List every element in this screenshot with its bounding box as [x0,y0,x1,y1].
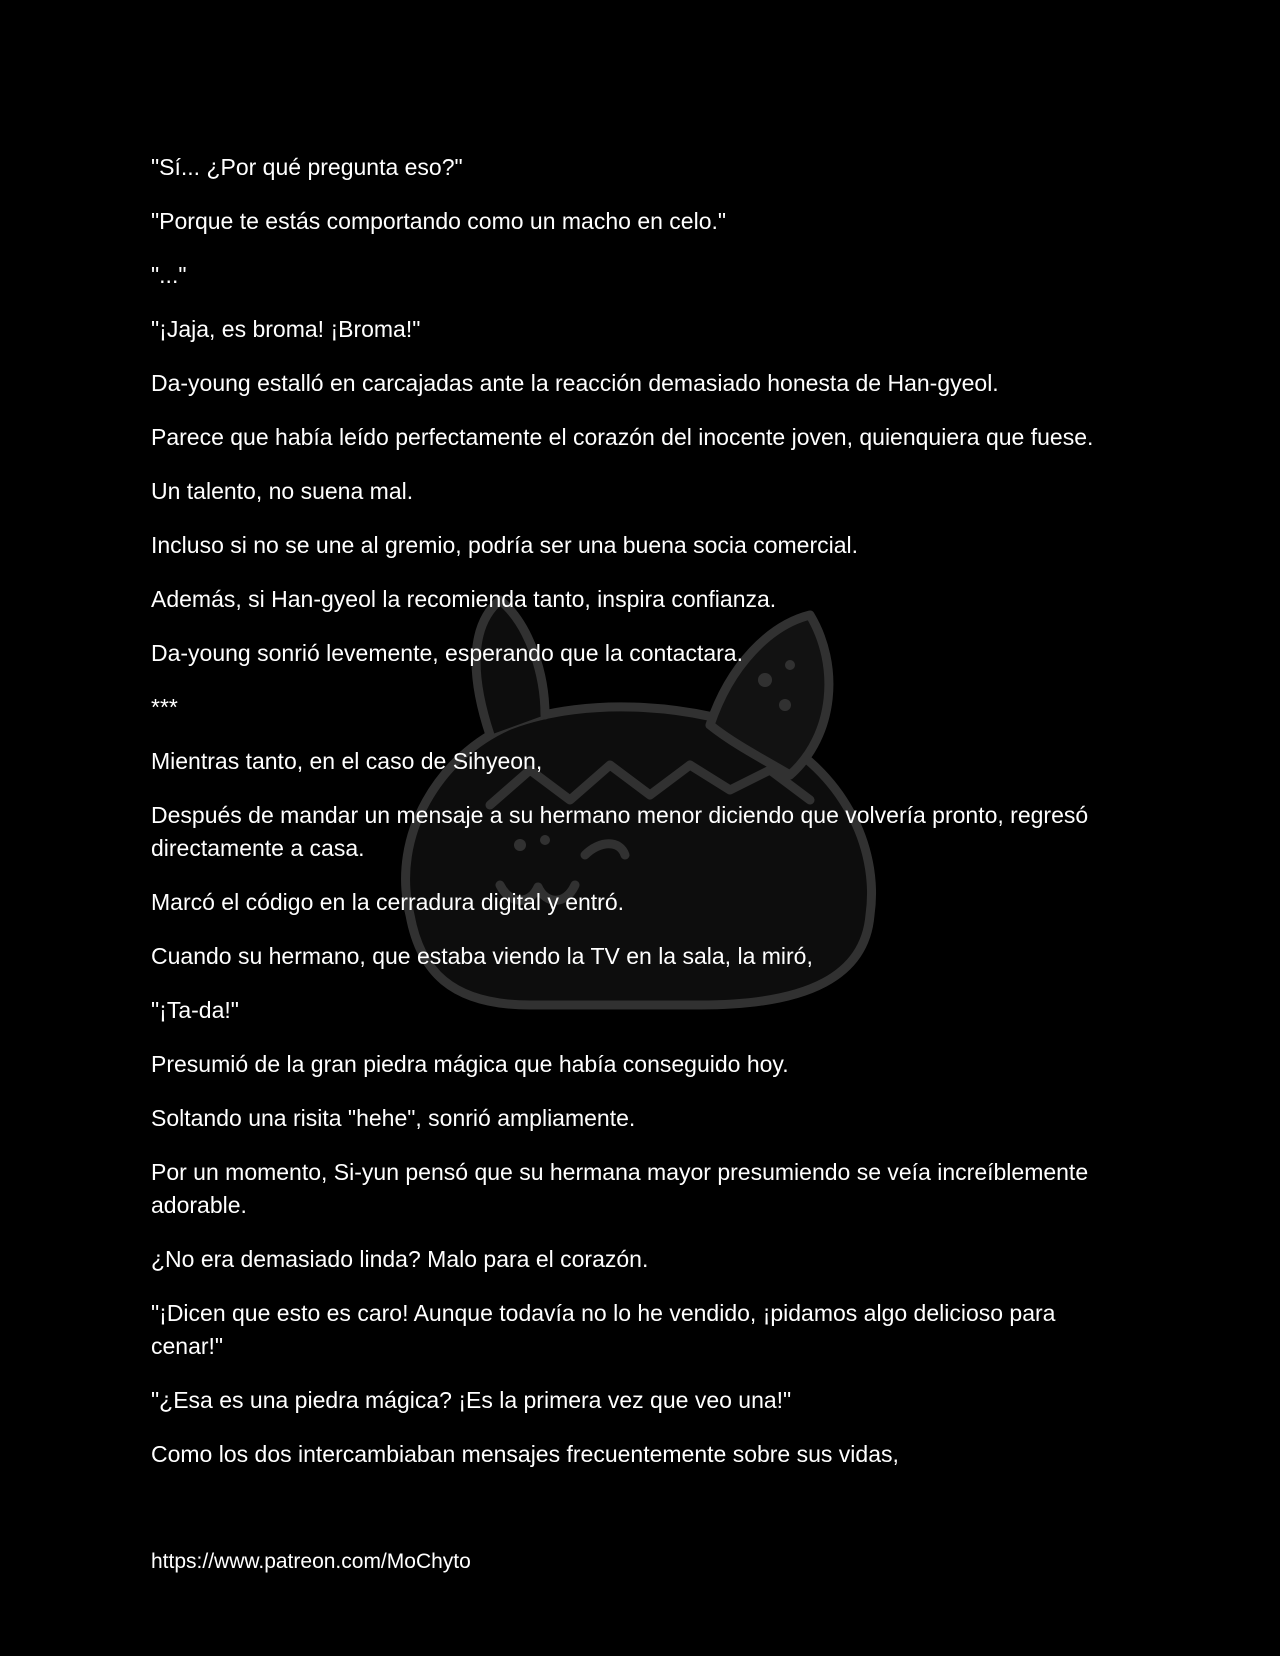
paragraph: Da-young sonrió levemente, esperando que la contactara. [151,640,743,666]
paragraph: "¡Dicen que esto es caro! Aunque todavía no lo he vendido, ¡pidamos algo delicioso para cenar!" [151,1300,1056,1359]
paragraph: Un talento, no suena mal. [151,478,414,504]
paragraph: Soltando una risita "hehe", sonrió ampliamente. [151,1105,636,1131]
paragraph: Además, si Han-gyeol la recomienda tanto, inspira confianza. [151,586,777,612]
paragraph: "¿Esa es una piedra mágica? ¡Es la primera vez que veo una!" [151,1387,792,1413]
paragraph: "..." [151,262,187,288]
paragraph: "Sí... ¿Por qué pregunta eso?" [151,154,463,180]
document-body [151,151,1131,1492]
paragraph: ¿No era demasiado linda? Malo para el corazón. [151,1246,649,1272]
paragraph: Mientras tanto, en el caso de Sihyeon, [151,748,543,774]
paragraph: Como los dos intercambiaban mensajes frecuentemente sobre sus vidas, [151,1441,899,1467]
paragraph: Después de mandar un mensaje a su hermano menor diciendo que volvería pronto, regresó directamente a casa. [151,802,1089,861]
patreon-link[interactable]: https://www.patreon.com/MoChyto [151,1550,471,1573]
paragraph: Parece que había leído perfectamente el corazón del inocente joven, quienquiera que fuese. [151,424,1094,450]
paragraph: Presumió de la gran piedra mágica que había conseguido hoy. [151,1051,789,1077]
section-separator: *** [151,694,178,720]
paragraph: Por un momento, Si-yun pensó que su hermana mayor presumiendo se veía increíblemente adorable. [151,1159,1089,1218]
paragraph: Da-young estalló en carcajadas ante la reacción demasiado honesta de Han-gyeol. [151,370,999,396]
paragraph: "¡Jaja, es broma! ¡Broma!" [151,316,421,342]
paragraph: "Porque te estás comportando como un macho en celo." [151,208,727,234]
paragraph: Cuando su hermano, que estaba viendo la TV en la sala, la miró, [151,943,813,969]
paragraph: Incluso si no se une al gremio, podría ser una buena socia comercial. [151,532,859,558]
paragraph: "¡Ta-da!" [151,997,239,1023]
paragraph: Marcó el código en la cerradura digital y entró. [151,889,625,915]
